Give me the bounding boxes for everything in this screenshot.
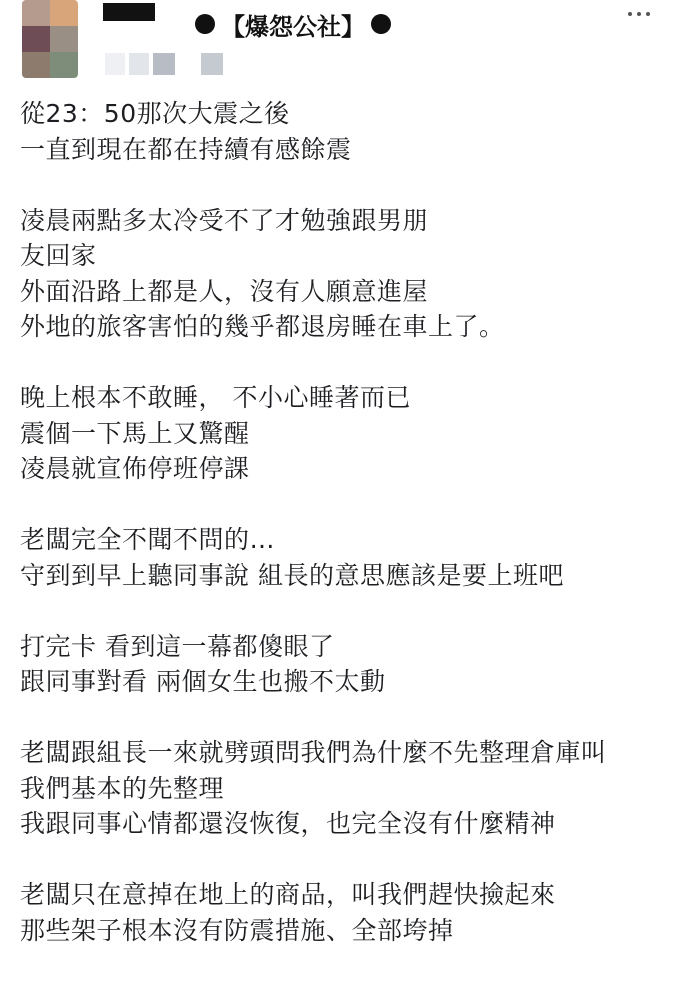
post-body xyxy=(20,96,660,984)
bullet-dot-icon xyxy=(371,14,391,34)
more-options-button[interactable] xyxy=(628,12,650,16)
paragraph xyxy=(20,203,660,345)
text-line: 外地的旅客害怕的幾乎都退房睡在車上了。 xyxy=(20,312,505,341)
post-header xyxy=(0,0,680,90)
text-line: 一直到現在都在持續有感餘震 xyxy=(20,134,352,164)
text-line: 從23：50那次大震之後 xyxy=(20,99,290,128)
paragraph xyxy=(20,629,660,700)
redacted-author-name[interactable] xyxy=(103,3,155,21)
redacted-post-meta xyxy=(105,53,223,75)
text-line: 震個一下馬上又驚醒 xyxy=(20,418,250,448)
group-title[interactable] xyxy=(195,6,391,42)
text-line: 老闆只在意掉在地上的商品，叫我們趕快撿起來 xyxy=(20,880,556,909)
text-line: 老闆完全不聞不問的… xyxy=(20,525,276,554)
text-line: 凌晨兩點多太冷受不了才勉強跟男朋 xyxy=(20,205,429,235)
paragraph xyxy=(20,877,660,948)
text-line: 我跟同事心情都還沒恢復，也完全沒有什麼精神 xyxy=(20,809,556,838)
text-line: 守到到早上聽同事說 組長的意思應該是要上班吧 xyxy=(20,560,564,590)
paragraph xyxy=(20,522,660,593)
paragraph xyxy=(20,380,660,487)
more-horizontal-icon xyxy=(628,12,632,16)
paragraph xyxy=(20,735,660,842)
paragraph xyxy=(20,96,660,167)
bullet-dot-icon xyxy=(195,14,215,34)
group-name: 【爆怨公社】 xyxy=(221,12,365,41)
text-line: 那些架子根本沒有防震措施、全部垮掉 xyxy=(20,915,454,945)
avatar[interactable] xyxy=(22,0,78,78)
text-line: 凌晨就宣佈停班停課 xyxy=(20,454,250,483)
text-line: 晚上根本不敢睡， 不小心睡著而已 xyxy=(20,383,411,412)
text-line: 我們基本的先整理 xyxy=(20,773,225,803)
text-line: 外面沿路上都是人，沒有人願意進屋 xyxy=(20,276,429,306)
text-line: 跟同事對看 兩個女生也搬不太動 xyxy=(20,667,386,696)
text-line: 老闆跟組長一來就劈頭問我們為什麼不先整理倉庫叫 xyxy=(20,738,607,767)
text-line: 打完卡 看到這一幕都傻眼了 xyxy=(20,631,335,661)
text-line: 友回家 xyxy=(20,241,97,270)
